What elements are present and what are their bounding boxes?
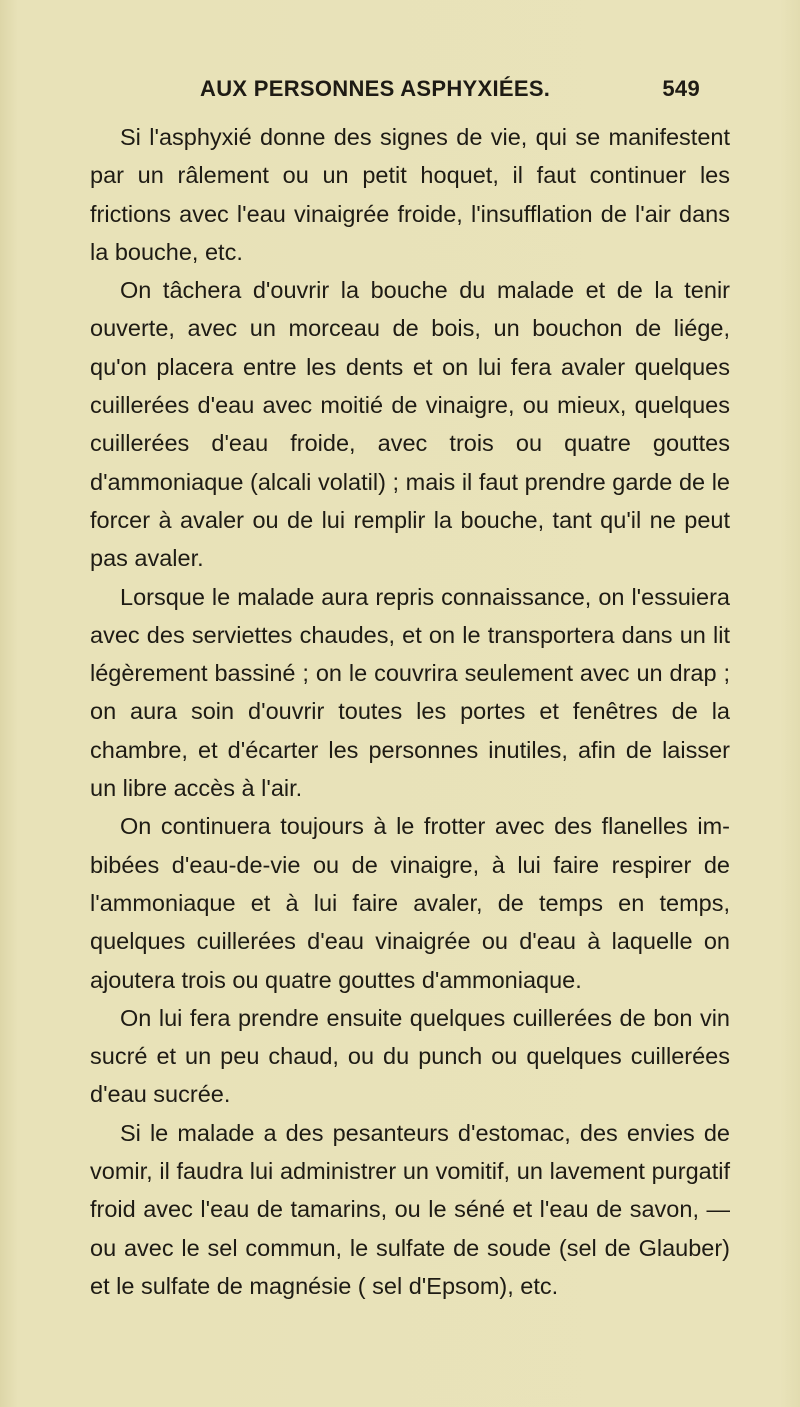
paragraph: Si le malade a des pesanteurs d'estomac, des envies de vomir, il faudra lui administrer un vomitif, un lavement purgatif froid avec l'eau de tamarins, ou le séné et l'eau de savon, — ou avec le sel commun, le sulfate de soude (sel de Glauber) et le sulfate de magnésie ( sel d'Epsom), etc. [90,1119,730,1299]
paragraph: On continuera toujours à le frotter avec des flanelles imbibées d'eau-de-vie ou de vinaigre, à lui faire respirer de l'ammoniaque et à lui faire avaler, de temps en temps, quelques cuillerées d'eau vinaigrée ou d'eau à laquelle on ajoutera trois ou quatre gouttes d'ammoniaque. [90,813,730,993]
paragraph: Lorsque le malade aura repris connaissance, on l'essuiera avec des serviettes chaudes, et on le transportera dans un lit légèrement bassiné ; on le couvrira seulement avec un drap ; on aura soin d'ouvrir toutes les portes et fenêtres de la chambre, et d'écarter les personnes inutiles, afin de laisser un libre accès à l'air. [90,583,730,802]
paragraph: On tâchera d'ouvrir la bouche du malade et de la tenir ouverte, avec un morceau de bois, un bouchon de liége, qu'on placera entre les dents et on lui fera avaler quelques cuillerées d'eau avec moitié de vinaigre, ou mieux, quelques cuillerées d'eau froide, avec trois ou quatre gouttes d'ammoniaque (alcali volatil) ; mais il faut prendre garde de le forcer à avaler ou de lui remplir la bouche, tant qu'il ne peut pas avaler. [90,277,730,572]
paragraph: On lui fera prendre ensuite quelques cuillerées de bon vin sucré et un peu chaud, ou du punch ou quelques cuillerées d'eau sucrée. [90,1004,730,1108]
page-number: 549 [662,76,700,101]
running-head-title: AUX PERSONNES ASPHYXIÉES. [200,76,551,101]
paragraph: Si l'asphyxié donne des signes de vie, qui se manifestent par un râlement ou un petit hoquet, il faut continuer les frictions avec l'eau vinaigrée froide, l'insufflation de l'air dans la bouche, etc. [90,124,730,265]
body-text [90,118,730,1305]
running-head [110,76,700,106]
